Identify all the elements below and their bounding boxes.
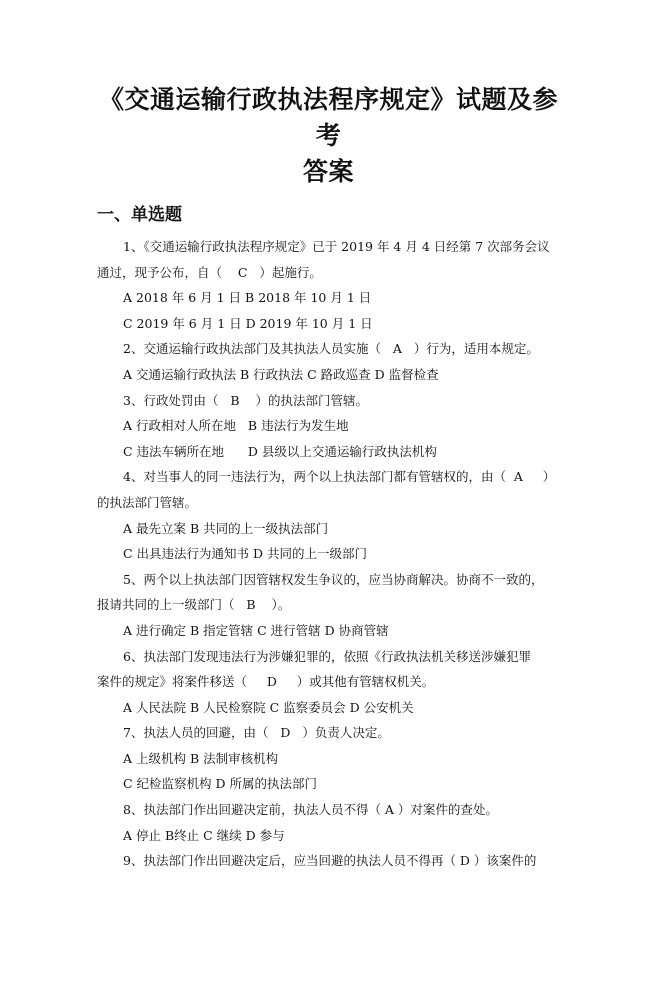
question-text-line: 7、执法人员的回避，由（ D ）负责人决定。 — [123, 725, 390, 741]
answer-options-line: A 交通运输行政执法 B 行政执法 C 路政巡查 D 监督检查 — [123, 366, 439, 382]
answer-options-line: C 违法车辆所在地 D 县级以上交通运输行政执法机构 — [123, 443, 437, 459]
question-text-line: 9、执法部门作出回避决定后，应当回避的执法人员不得再（ D ）该案件的 — [123, 853, 537, 869]
answer-options-line: C 2019 年 6 月 1 日 D 2019 年 10 月 1 日 — [123, 315, 373, 331]
answer-options-line: A 行政相对人所在地 B 违法行为发生地 — [123, 418, 349, 434]
question-text-line: 4、对当事人的同一违法行为，两个以上执法部门都有管辖权的，由（ A ） — [123, 469, 556, 485]
answer-options-line: A 最先立案 B 共同的上一级执法部门 — [123, 520, 329, 536]
answer-options-line: A 进行确定 B 指定管辖 C 进行管辖 D 协商管辖 — [123, 622, 389, 638]
answer-options-line: A 人民法院 B 人民检察院 C 监察委员会 D 公安机关 — [123, 699, 414, 715]
question-text-line: 报请共同的上一级部门（ B ）。 — [97, 597, 291, 613]
answer-options-line: C 出具违法行为通知书 D 共同的上一级部门 — [123, 546, 368, 562]
question-body — [97, 234, 560, 874]
answer-options-line: A 上级机构 B 法制审核机构 — [123, 750, 279, 766]
question-text-line: 3、行政处罚由（ B ）的执法部门管辖。 — [123, 392, 368, 408]
answer-options-line: C 纪检监察机构 D 所属的执法部门 — [123, 776, 318, 792]
question-text-line: 的执法部门管辖。 — [97, 494, 198, 510]
question-text-line: 1、《交通运输行政执法程序规定》已于 2019 年 4 月 4 日经第 7 次部务会议 — [123, 239, 550, 254]
question-text-line: 6、执法部门发现违法行为涉嫌犯罪的，依照《行政执法机关移送涉嫌犯罪 — [123, 648, 531, 664]
question-text-line: 5、两个以上执法部门因管辖权发生争议的，应当协商解决。协商不一致的， — [123, 571, 544, 587]
title-line-2: 答案 — [302, 157, 354, 186]
question-text-line: 通过，现予公布，自（ C ）起施行。 — [97, 264, 322, 280]
answer-options-line: A 2018 年 6 月 1 日 B 2018 年 10 月 1 日 — [123, 290, 372, 306]
document-page — [0, 82, 650, 1002]
question-text-line: 8、执法部门作出回避决定前，执法人员不得（ A ）对案件的查处。 — [123, 802, 498, 818]
document-title — [97, 82, 560, 190]
title-line-1: 《交通运输行政执法程序规定》试题及参考 — [98, 85, 558, 150]
question-text-line: 案件的规定》将案件移送（ D ）或其他有管辖权机关。 — [97, 674, 435, 690]
question-text-line: 2、交通运输行政执法部门及其执法人员实施（ A ）行为，适用本规定。 — [123, 341, 539, 357]
answer-options-line: A 停止 B终止 C 继续 D 参与 — [123, 827, 285, 843]
section-heading: 一、单选题 — [97, 205, 182, 225]
